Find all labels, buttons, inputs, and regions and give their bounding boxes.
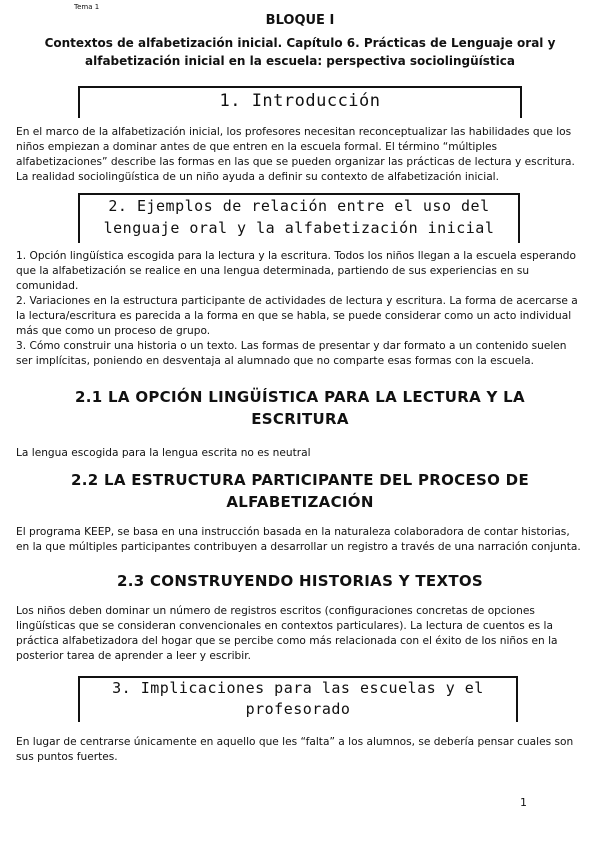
section-2-1-paragraph: [16, 446, 582, 461]
implicaciones-paragraph: [16, 735, 582, 765]
chapter-subtitle: Contextos de alfabetización inicial. Capítulo 6. Prácticas de Lenguaje oral y alfabetización inicial en la escuela: perspectiva sociolingüística: [44, 36, 556, 68]
section-2-2-paragraph: [16, 525, 582, 555]
implicaciones-heading: 3. Implicaciones para las escuelas y el profesorado: [112, 679, 484, 718]
section-2-3-heading: 2.3 CONSTRUYENDO HISTORIAS Y TEXTOS: [116, 572, 484, 590]
section-2-2-text: El programa KEEP, se basa en una instrucción basada en la naturaleza colaboradora de contar historias, en la que múltiples participantes contribuyen a desarrollar un registro a través de una narración conjunta.: [16, 526, 581, 553]
ejemplos-list: [16, 249, 582, 369]
bloque-title: BLOQUE I: [265, 13, 335, 28]
section-2-3-paragraph: [16, 604, 582, 664]
section-2-2-heading: 2.2 LA ESTRUCTURA PARTICIPANTE DEL PROCESO DE ALFABETIZACIÓN: [71, 471, 529, 511]
implicaciones-text: En lugar de centrarse únicamente en aquello que les “falta” a los alumnos, se debería pensar cuales son sus puntos fuertes.: [16, 736, 574, 763]
page-number: 1: [520, 796, 527, 809]
intro-heading: 1. Introducción: [219, 91, 381, 111]
implicaciones-heading-box: [78, 676, 518, 722]
list-item: 2. Variaciones en la estructura participante de actividades de lectura y escritura. La forma de acercarse a la lectura/escritura es parecida a la forma en que se habla, se puede considerar como un acto individual más que como un proceso de grupo.: [16, 295, 578, 337]
list-item: 1. Opción lingüística escogida para la lectura y la escritura. Todos los niños llegan a la escuela esperando que la alfabetización se realice en una lengua determinada, partiendo de sus experiencias en su comunidad.: [16, 250, 576, 292]
list-item: 3. Cómo construir una historia o un texto. Las formas de presentar y dar formato a un contenido suelen ser implícitas, poniendo en desventaja al alumnado que no comparte esas formas con la escuela.: [16, 340, 567, 367]
tema-label: Tema 1: [74, 3, 100, 11]
section-2-1-heading: 2.1 LA OPCIÓN LINGÜÍSTICA PARA LA LECTURA Y LA ESCRITURA: [75, 388, 525, 428]
intro-paragraph: [16, 125, 582, 185]
ejemplos-heading-box: [78, 193, 520, 243]
section-2-1-text: La lengua escogida para la lengua escrita no es neutral: [16, 447, 311, 459]
ejemplos-heading: 2. Ejemplos de relación entre el uso del lenguaje oral y la alfabetización inicial: [103, 197, 495, 237]
section-2-3-text: Los niños deben dominar un número de registros escritos (configuraciones concretas de opciones lingüísticas que se consideran convencionales en contextos particulares). La lectura de cuentos es la práctica alfabetizadora del hogar que se percibe como más relacionada con el éxito de los niños en la posterior tarea de aprender a leer y escribir.: [16, 605, 558, 662]
intro-heading-box: [78, 86, 522, 118]
intro-text: En el marco de la alfabetización inicial, los profesores necesitan reconceptualizar las habilidades que los niños empiezan a dominar antes de que entren en la escuela formal. El término “múltiples alfabetizaciones” describe las formas en las que se pueden organizar las prácticas de lectura y escritura. La realidad sociolingüística de un niño ayuda a definir su contexto de alfabetización inicial.: [16, 126, 575, 183]
